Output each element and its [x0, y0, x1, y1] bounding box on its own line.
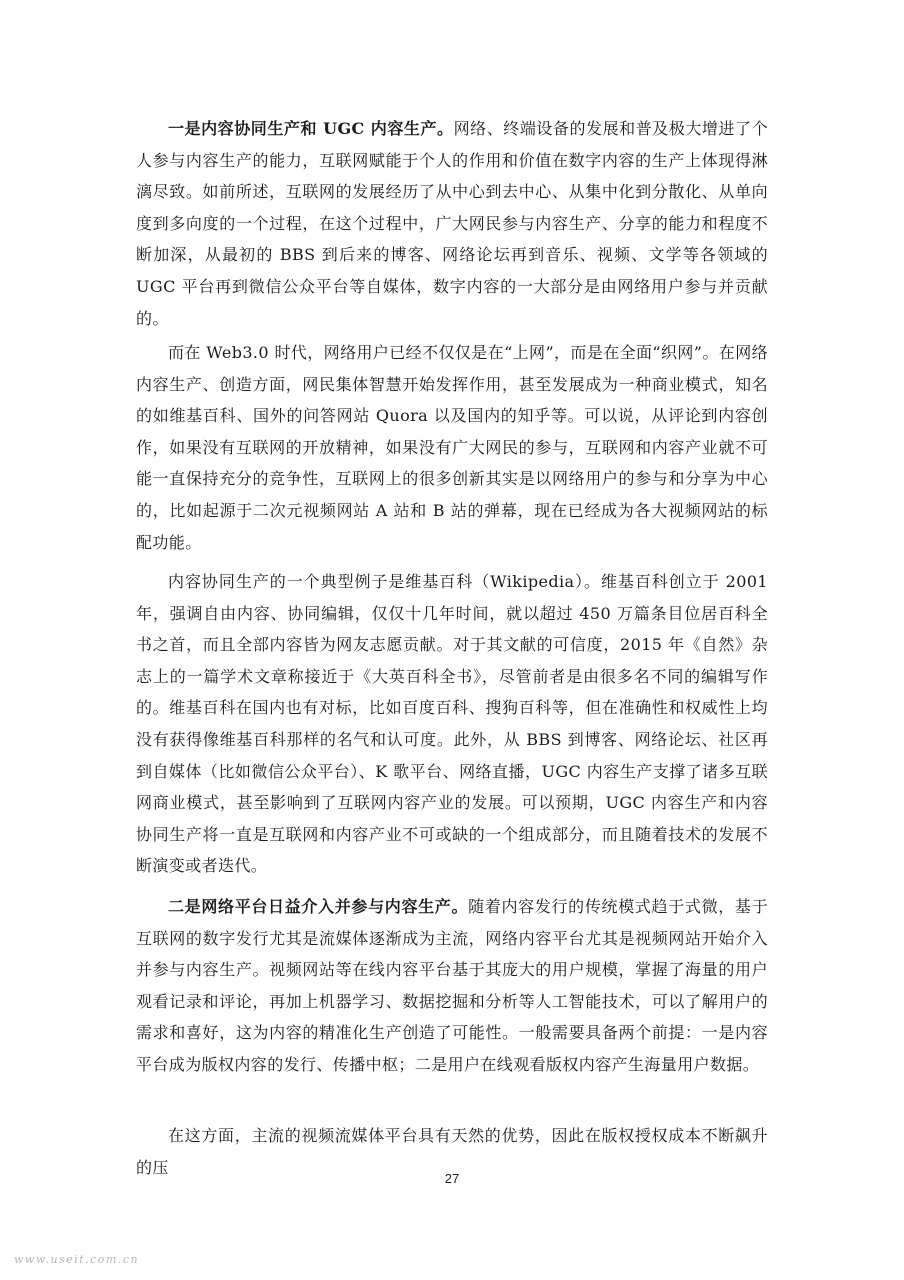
paragraph-body: 在这方面，主流的视频流媒体平台具有天然的优势，因此在版权授权成本不断飙升的压 [136, 1126, 768, 1177]
paragraph-platform-production [136, 891, 768, 1081]
paragraph-body: 网络、终端设备的发展和普及极大增进了个人参与内容生产的能力，互联网赋能于个人的作用和价值在数字内容的生产上体现得淋漓尽致。如前所述，互联网的发展经历了从中心到去中心、从集中化到分散化、从单向度到多向度的一个过程，在这个过程中，广大网民参与内容生产、分享的能力和程度不断加深，从最初的 BBS 到后来的博客、网络论坛再到音乐、视频、文学等各领域的 UGC 平台再到微信公众平台等自媒体，数字内容的一大部分是由网络用户参与并贡献的。 [136, 119, 768, 328]
watermark: www.useit.com.cn [14, 1253, 140, 1266]
paragraph-lead: 一是内容协同生产和 UGC 内容生产。 [168, 119, 454, 138]
paragraph-body: 而在 Web3.0 时代，网络用户已经不仅仅是在“上网”，而是在全面“织网”。在网络内容生产、创造方面，网民集体智慧开始发挥作用，甚至发展成为一种商业模式，知名的如维基百科、国外的问答网站 Quora 以及国内的知乎等。可以说，从评论到内容创作，如果没有互联网的开放精神，如果没有广大网民的参与，互联网和内容产业就不可能一直保持充分的竞争性，互联网上的很多创新其实是以网络用户的参与和分享为中心的，比如起源于二次元视频网站 A 站和 B 站的弹幕，现在已经成为各大视频网站的标配功能。 [136, 343, 768, 552]
paragraph-body: 内容协同生产的一个典型例子是维基百科（Wikipedia）。维基百科创立于 2001 年，强调自由内容、协同编辑，仅仅十几年时间，就以超过 450 万篇条目位居百科全书之首，而且全部内容皆为网友志愿贡献。对于其文献的可信度，2015 年《自然》杂志上的一篇学术文章称接近于《大英百科全书》，尽管前者是由很多名不同的编辑写作的。维基百科在国内也有对标，比如百度百科、搜狗百科等，但在准确性和权威性上均没有获得像维基百科那样的名气和认可度。此外，从 BBS 到博客、网络论坛、社区再到自媒体（比如微信公众平台）、K 歌平台、网络直播，UGC 内容生产支撑了诸多互联网商业模式，甚至影响到了互联网内容产业的发展。可以预期，UGC 内容生产和内容协同生产将一直是互联网和内容产业不可或缺的一个组成部分，而且随着技术的发展不断演变或者迭代。 [136, 572, 768, 876]
page-number: 27 [444, 1171, 460, 1186]
paragraph-wikipedia [136, 566, 768, 882]
paragraph-web3 [136, 337, 768, 558]
paragraph-ugc-production [136, 113, 768, 334]
paragraph-body: 随着内容发行的传统模式趋于式微，基于互联网的数字发行尤其是流媒体逐渐成为主流，网络内容平台尤其是视频网站开始介入并参与内容生产。视频网站等在线内容平台基于其庞大的用户规模，掌握了海量的用户观看记录和评论，再加上机器学习、数据挖掘和分析等人工智能技术，可以了解用户的需求和喜好，这为内容的精准化生产创造了可能性。一般需要具备两个前提：一是内容平台成为版权内容的发行、传播中枢；二是用户在线观看版权内容产生海量用户数据。 [136, 897, 769, 1074]
paragraph-lead: 二是网络平台日益介入并参与内容生产。 [168, 897, 469, 916]
